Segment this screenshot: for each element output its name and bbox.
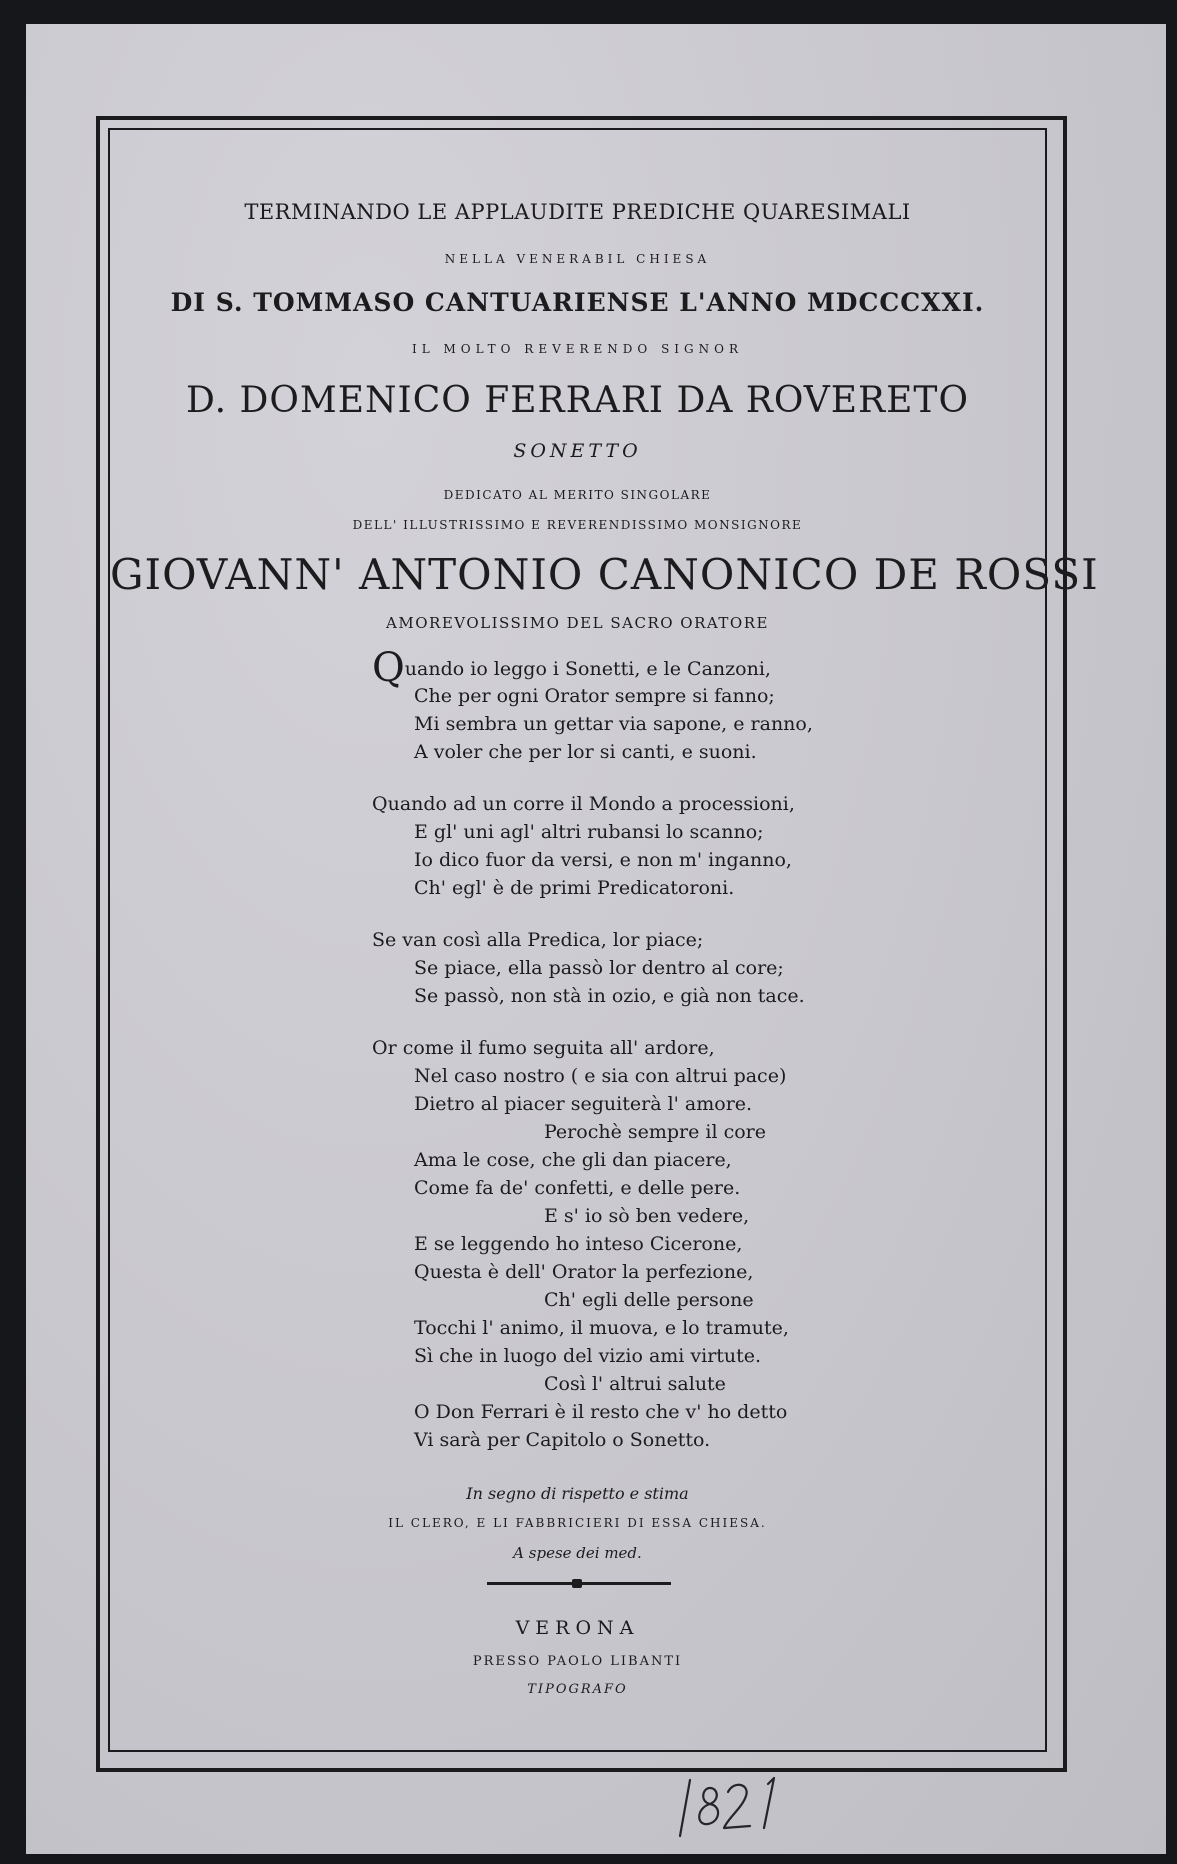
sonnet-text [372, 645, 992, 1454]
poem-line: Perochè sempre il core [544, 1121, 766, 1143]
imprint-role: TIPOGRAFO [527, 1682, 628, 1697]
poem-line: Se van così alla Predica, lor piace; [372, 929, 704, 951]
broadside-content [110, 130, 1099, 1750]
poem-line: Quando ad un corre il Mondo a processioni, [372, 793, 795, 815]
dedication-line-2: DELL' ILLUSTRISSIMO E REVERENDISSIMO MONSIGNORE [352, 518, 803, 532]
poem-line: E s' io sò ben vedere, [544, 1205, 750, 1227]
expense-note: A spese dei med. [513, 1544, 642, 1562]
dedicatee-name: GIOVANN' ANTONIO CANONICO DE ROSSI [110, 550, 1099, 599]
poem-line: Vi sarà per Capitolo o Sonetto. [414, 1429, 711, 1451]
rule-ornament [572, 1579, 582, 1588]
poem-line: E se leggendo ho inteso Cicerone, [414, 1233, 743, 1255]
poem-line: Ama le cose, che gli dan piacere, [414, 1149, 732, 1171]
paper-sheet [26, 24, 1166, 1854]
poem-line-text: uando io leggo i Sonetti, e le Canzoni, [404, 658, 771, 680]
heading-line-3: DI S. TOMMASO CANTUARIENSE L'ANNO MDCCCXXI. [170, 288, 985, 317]
poem-line: Ch' egl' è de primi Predicatoroni. [414, 877, 735, 899]
poem-line: E gl' uni agl' altri rubansi lo scanno; [414, 821, 764, 843]
poem-line: O Don Ferrari è il resto che v' ho detto [414, 1401, 788, 1423]
handwritten-year [666, 1766, 786, 1846]
poem-line: Come fa de' confetti, e delle pere. [414, 1177, 741, 1199]
stanza-gap [372, 1010, 992, 1034]
preacher-name: D. DOMENICO FERRARI DA ROVERETO [186, 380, 969, 421]
signers-line: IL CLERO, E LI FABBRICIERI DI ESSA CHIESA. [388, 1516, 767, 1530]
drop-cap: Q [372, 645, 405, 691]
poem-line: Ch' egli delle persone [544, 1289, 754, 1311]
poem-line: Mi sembra un gettar via sapone, e ranno, [414, 713, 813, 735]
poem-line: Così l' altrui salute [544, 1373, 726, 1395]
poem-line: Nel caso nostro ( e sia con altrui pace) [414, 1065, 787, 1087]
imprint-city: VERONA [515, 1617, 640, 1639]
poem-line: Se piace, ella passò lor dentro al core; [414, 957, 784, 979]
dedication-line-1: DEDICATO AL MERITO SINGOLARE [443, 488, 712, 502]
stanza-gap [372, 766, 992, 790]
poem-line: Io dico fuor da versi, e non m' inganno, [414, 849, 792, 871]
poem-line: Sì che in luogo del vizio ami virtute. [414, 1345, 762, 1367]
imprint-printer: PRESSO PAOLO LIBANTI [472, 1654, 683, 1669]
stanza-gap [372, 902, 992, 926]
dedicatee-title: AMOREVOLISSIMO DEL SACRO ORATORE [386, 614, 769, 632]
heading-line-1: TERMINANDO LE APPLAUDITE PREDICHE QUARESIMALI [244, 200, 911, 224]
poem-line: A voler che per lor si canti, e suoni. [414, 741, 757, 763]
poem-line: Questa è dell' Orator la perfezione, [414, 1261, 754, 1283]
poem-line: Che per ogni Orator sempre si fanno; [414, 685, 775, 707]
poem-line: Se passò, non stà in ozio, e già non tace. [414, 985, 805, 1007]
heading-line-4: IL MOLTO REVERENDO SIGNOR [411, 342, 743, 356]
sonnet-title: SONETTO [513, 440, 642, 462]
respect-note: In segno di rispetto e stima [466, 1484, 689, 1503]
poem-line: Dietro al piacer seguiterà l' amore. [414, 1093, 753, 1115]
heading-line-2: NELLA VENERABIL CHIESA [444, 252, 711, 266]
poem-line: Tocchi l' animo, il muova, e lo tramute, [414, 1317, 789, 1339]
poem-line: Or come il fumo seguita all' ardore, [372, 1037, 715, 1059]
poem-line [372, 645, 992, 691]
